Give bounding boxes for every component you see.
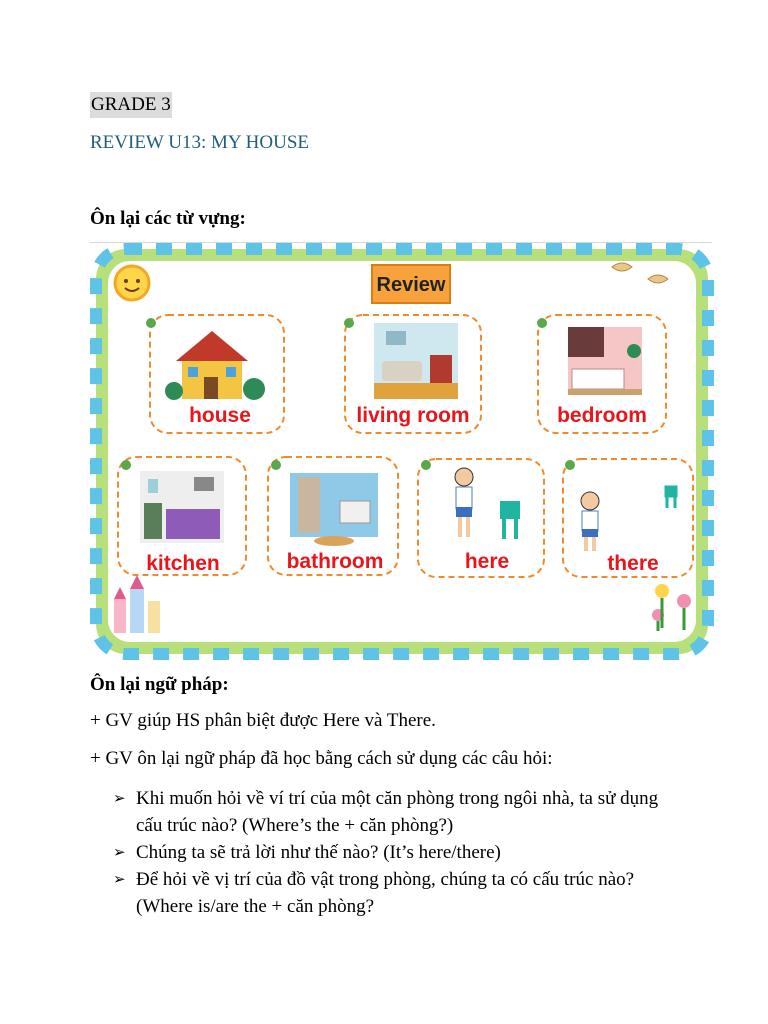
list-item bbox=[113, 839, 673, 866]
tile-here bbox=[418, 459, 544, 577]
tile-there bbox=[563, 459, 693, 577]
review-badge bbox=[372, 265, 450, 303]
tile-label-there: there bbox=[607, 552, 659, 575]
kitchen-icon bbox=[140, 471, 224, 543]
bedroom-icon bbox=[568, 327, 642, 395]
arrow-bullet-icon: ➢ bbox=[113, 789, 126, 807]
tile-house bbox=[146, 315, 284, 433]
tile-bathroom bbox=[268, 457, 398, 575]
grade-label: GRADE 3 bbox=[90, 92, 172, 118]
list-item bbox=[113, 866, 673, 920]
bullet-text: Chúng ta sẽ trả lời như thế nào? (It’s here/there) bbox=[136, 842, 501, 863]
vocab-board bbox=[90, 243, 714, 660]
grammar-heading: Ôn lại ngữ pháp: bbox=[90, 674, 229, 695]
grammar-bullet-list bbox=[113, 785, 673, 920]
tile-label-bedroom: bedroom bbox=[557, 404, 647, 427]
bullet-text: Khi muốn hỏi về ví trí của một căn phòng trong ngôi nhà, ta sử dụng cấu trúc nào? (Where’s the + căn phòng?) bbox=[136, 788, 659, 836]
review-badge-label: Review bbox=[376, 274, 446, 296]
tile-label-kitchen: kitchen bbox=[146, 552, 220, 575]
grammar-line-2: + GV ôn lại ngữ pháp đã học bằng cách sử dụng các câu hỏi: bbox=[90, 748, 553, 769]
vocab-heading: Ôn lại các từ vựng: bbox=[90, 208, 246, 229]
sun-icon bbox=[115, 266, 149, 300]
arrow-bullet-icon: ➢ bbox=[113, 843, 126, 861]
tile-kitchen bbox=[118, 457, 246, 575]
grammar-line-1: + GV giúp HS phân biệt được Here và There. bbox=[90, 710, 436, 731]
tile-label-here: here bbox=[464, 550, 510, 573]
review-title: REVIEW U13: MY HOUSE bbox=[90, 132, 310, 153]
list-item bbox=[113, 785, 673, 839]
bathroom-icon bbox=[290, 473, 378, 546]
tile-label-living-room: living room bbox=[356, 404, 470, 427]
bullet-text: Để hỏi về vị trí của đồ vật trong phòng, chúng ta có cấu trúc nào? (Where is/are the + căn phòng? bbox=[136, 869, 635, 917]
living-room-icon bbox=[374, 323, 458, 399]
tile-label-house: house bbox=[189, 404, 251, 427]
tile-living-room bbox=[344, 315, 481, 433]
tile-bedroom bbox=[537, 315, 666, 433]
arrow-bullet-icon: ➢ bbox=[113, 870, 126, 888]
tile-label-bathroom: bathroom bbox=[286, 550, 384, 573]
